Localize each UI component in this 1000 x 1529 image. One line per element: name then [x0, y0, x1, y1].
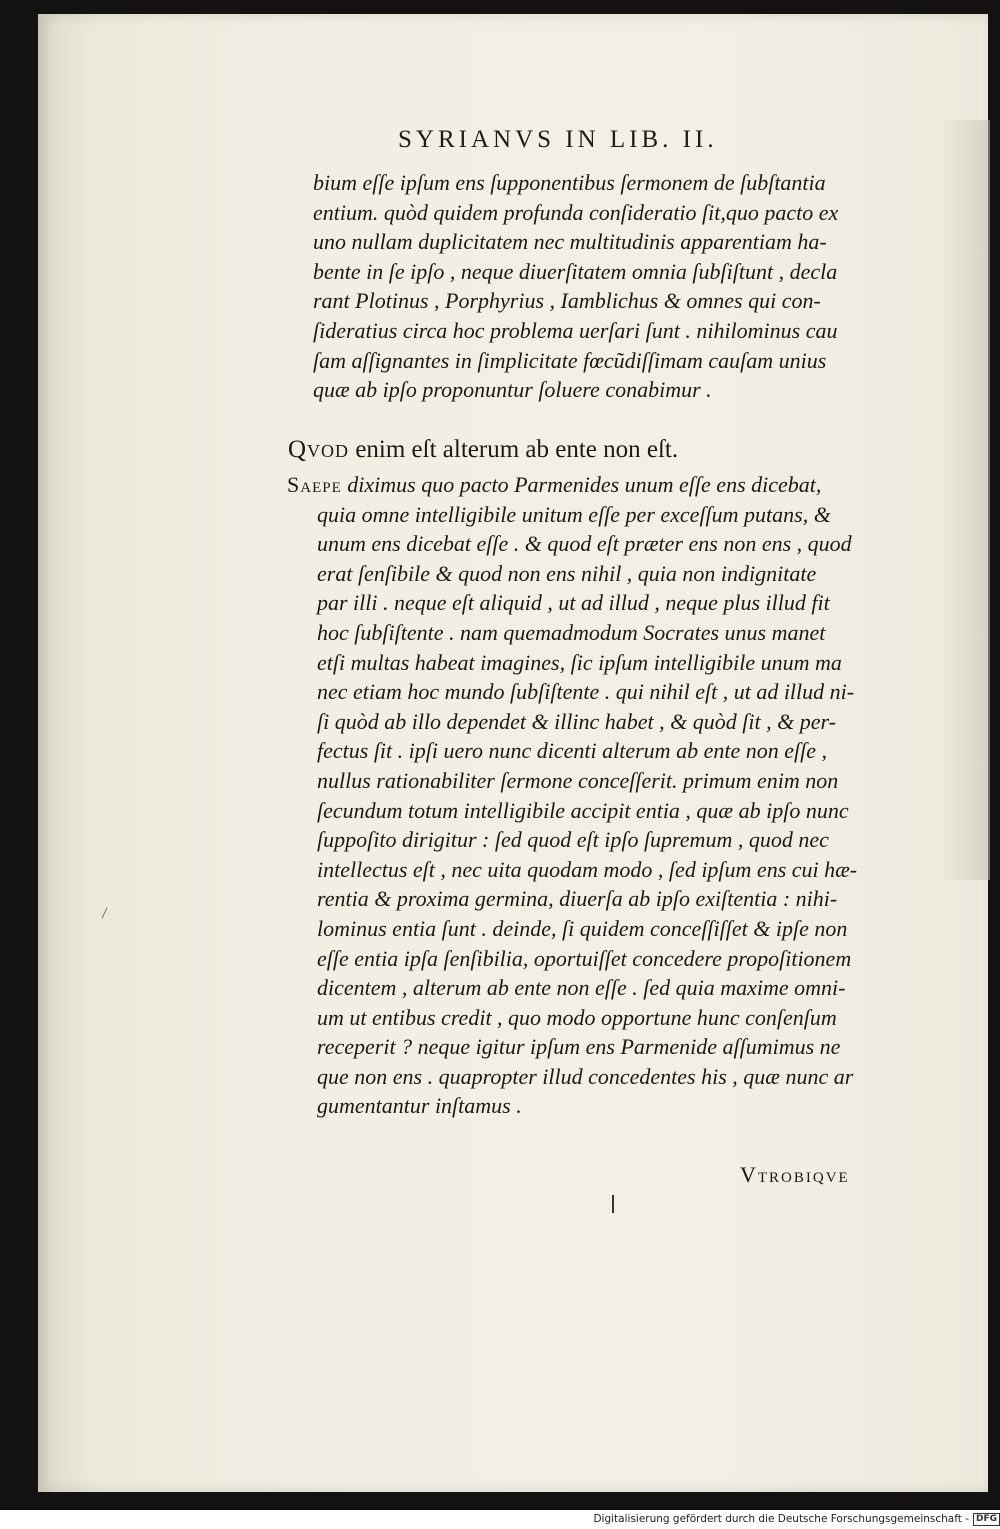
- page-bleed-shadow: [940, 120, 990, 880]
- text-line: que non ens . quapropter illud concedentes his , quæ nunc ar: [317, 1063, 854, 1089]
- text-line: entium. quòd quidem profunda conſideratio ſit,quo pacto ex: [313, 199, 839, 225]
- text-line: dicentem , alterum ab ente non eſſe . ſed quia maxime omni-: [317, 975, 846, 1001]
- text-line: ſecundum totum intelligibile accipit entia , quæ ab ipſo nunc: [317, 797, 849, 823]
- text-line: fectus ſit . ipſi uero nunc dicenti alterum ab ente non eſſe ,: [317, 738, 827, 764]
- text-line: etſi multas habeat imagines, ſic ipſum intelligibile unum ma: [317, 649, 842, 675]
- heading-text: enim eſt alterum ab ente non eſt.: [355, 436, 679, 463]
- text-line: nec etiam hoc mundo ſubſiſtente . qui nihil eſt , ut ad illud ni-: [317, 679, 855, 705]
- text-line: quia omne intelligibile unitum eſſe per exceſſum putans, &: [317, 501, 831, 527]
- text-line-first: [287, 470, 912, 500]
- running-head: SYRIANVS IN LIB. II.: [398, 126, 718, 153]
- catchword: Vtrobiqve: [740, 1162, 850, 1187]
- text-line: unum ens dicebat eſſe . & quod eſt præter ens non ens , quod: [317, 531, 852, 557]
- text-line: ſam aſſignantes in ſimplicitate fœcũdiſſimam cauſam unius: [313, 347, 827, 373]
- text-line: um ut entibus credit , quo modo opportune hunc conſenſum: [317, 1004, 837, 1030]
- signature-mark: [612, 1195, 614, 1213]
- text-line: uno nullam duplicitatem nec multitudinis apparentiam ha-: [313, 229, 827, 255]
- first-line-text: diximus quo pacto Parmenides unum eſſe ens dicebat,: [347, 472, 822, 497]
- text-line: par illi . neque eſt aliquid , ut ad illud , neque plus illud fit: [317, 590, 830, 616]
- text-line: eſſe entia ipſa ſenſibilia, oportuiſſet concedere propoſitionem: [317, 945, 852, 971]
- text-line: intellectus eſt , nec uita quodam modo , ſed ipſum ens cui hæ-: [317, 856, 858, 882]
- footer-text: Digitalisierung gefördert durch die Deutsche Forschungsgemeinschaft -: [593, 1513, 969, 1525]
- text-line: ſideratius circa hoc problema uerſari ſunt . nihilominus cau: [313, 317, 838, 343]
- text-line: quæ ab ipſo proponuntur ſoluere conabimur .: [313, 377, 712, 403]
- text-line: nullus rationabiliter ſermone conceſſerit. primum enim non: [317, 767, 839, 793]
- paragraph-2: [287, 470, 912, 1121]
- text-line: rentia & proxima germina, diuerſa ab ipſo exiſtentia : nihi-: [317, 886, 838, 912]
- text-line: gumentantur inſtamus .: [317, 1093, 522, 1119]
- text-line: receperit ? neque igitur ipſum ens Parmenide aſſumimus ne: [317, 1034, 841, 1060]
- text-line: hoc ſubſiſtente . nam quemadmodum Socrates unus manet: [317, 619, 826, 645]
- text-line: ſuppoſito dirigitur : ſed quod eſt ipſo ſupremum , quod nec: [317, 827, 829, 853]
- text-line: lominus entia ſunt . deinde, ſi quidem conceſſiſſet & ipſe non: [317, 915, 848, 941]
- text-line: erat ſenſibile & quod non ens nihil , quia non indignitate: [317, 560, 817, 586]
- text-line: bium eſſe ipſum ens ſupponentibus ſermonem de ſubſtantia: [313, 170, 826, 195]
- dfg-logo-icon: DFG: [973, 1513, 1000, 1526]
- heading-initial: Qvod: [288, 436, 350, 463]
- digitization-footer: [560, 1510, 1000, 1529]
- text-line: rant Plotinus , Porphyrius , Iamblichus & omnes qui con-: [313, 288, 821, 314]
- text-line: bente in ſe ipſo , neque diuerſitatem omnia ſubſiſtunt , decla: [313, 258, 838, 284]
- paragraph-1: [313, 168, 913, 405]
- text-line: ſi quòd ab illo dependet & illinc habet , & quòd ſit , & per-: [317, 708, 836, 734]
- paragraph-initial: Saepe: [287, 472, 342, 497]
- lemma-heading: [288, 436, 908, 464]
